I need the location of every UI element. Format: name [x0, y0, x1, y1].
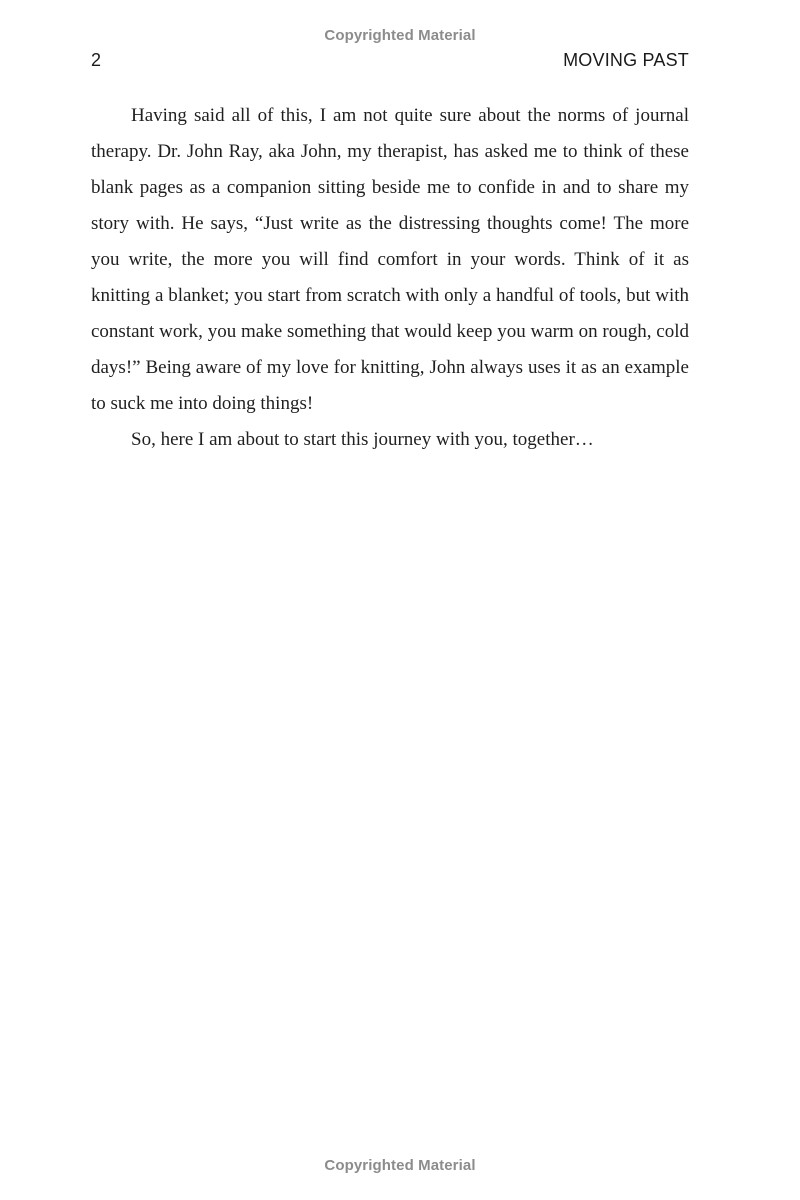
- running-header: [91, 50, 689, 74]
- page-number: 2: [91, 50, 102, 70]
- body-text: [91, 98, 689, 458]
- paragraph-2: So, here I am about to start this journey with you, together…: [131, 429, 594, 450]
- running-title: MOVING PAST: [563, 50, 689, 70]
- paragraph-1: Having said all of this, I am not quite sure about the norms of journal therapy. Dr. John Ray, aka John, my therapist, has asked me to think of these blank pages as a companion sitting beside me to confide in and to share my story with. He says, “Just write as the distressing thoughts come! The more you write, the more you will find comfort in your words. Think of it as knitting a blanket; you start from scratch with only a handful of tools, but with constant work, you make something that would keep you warm on rough, cold days!” Being aware of my love for knitting, John always uses it as an example to suck me into doing things!: [91, 105, 689, 414]
- copyright-watermark-top: Copyrighted Material: [324, 27, 476, 44]
- copyright-watermark-bottom: Copyrighted Material: [324, 1157, 476, 1174]
